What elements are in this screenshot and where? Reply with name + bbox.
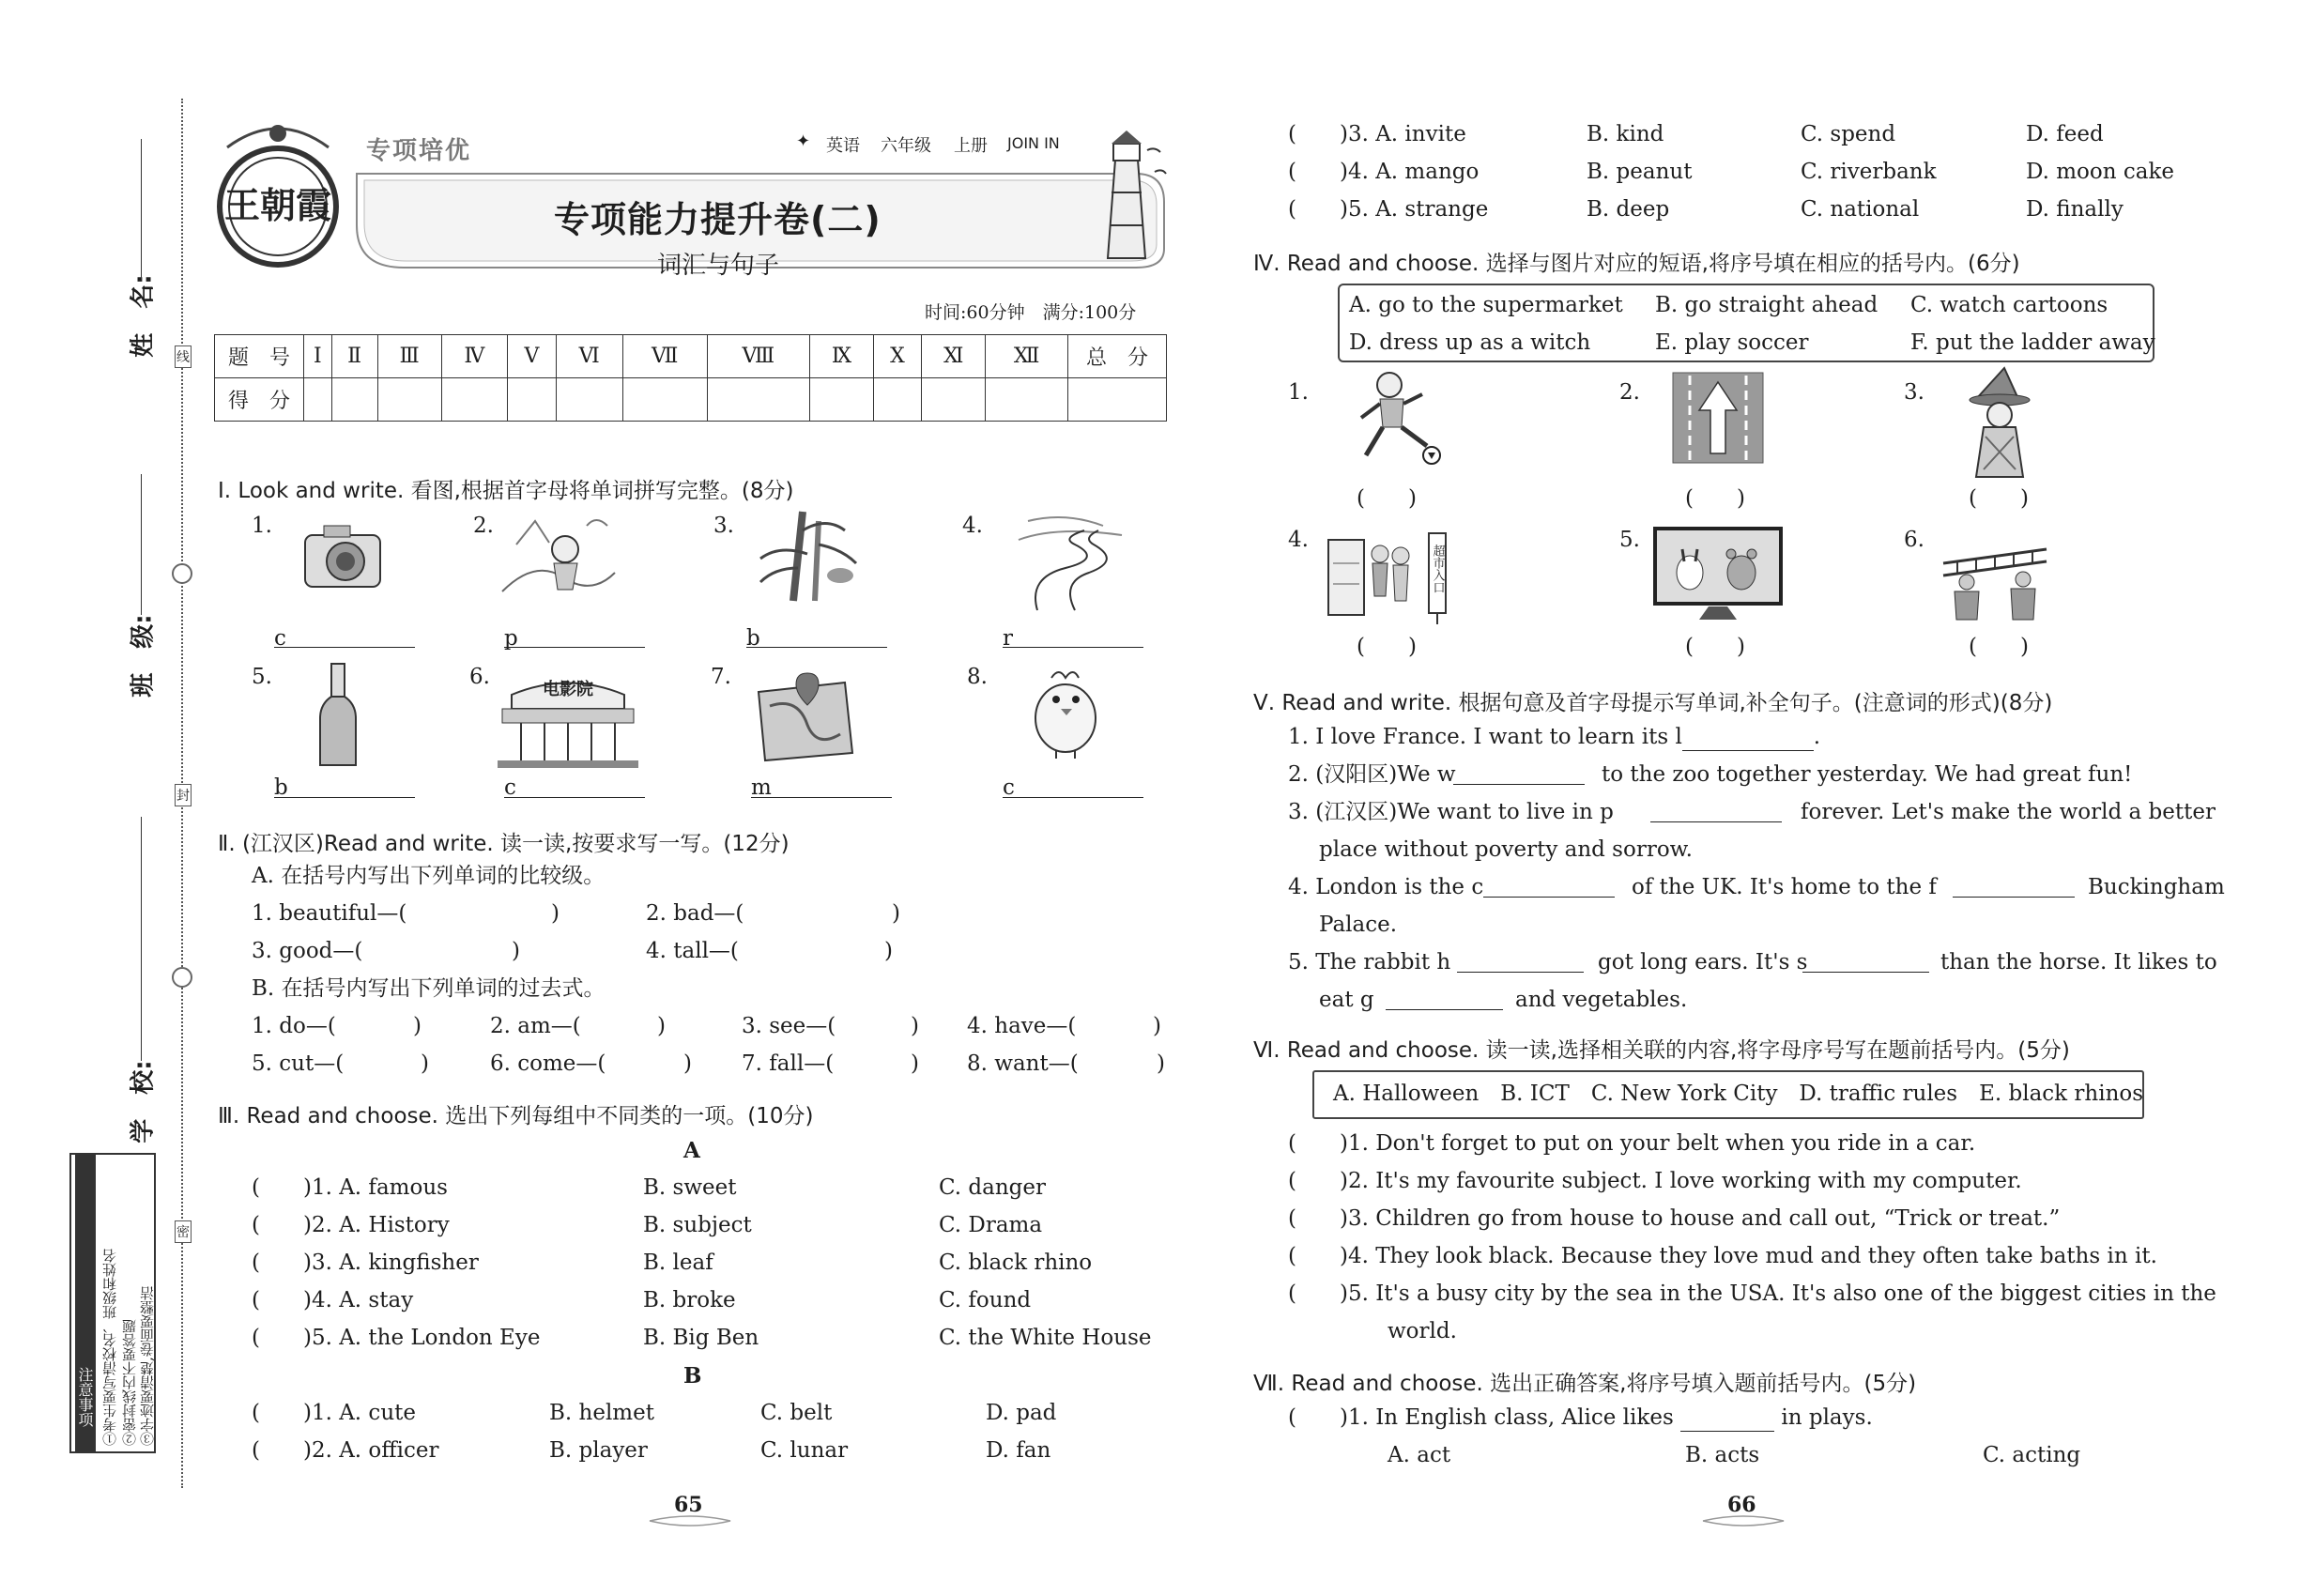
arrow-road-image <box>1671 371 1765 465</box>
sec3-a-5a: ( )5. A. the London Eye <box>252 1326 541 1350</box>
sec5-5a: 5. The rabbit h <box>1288 950 1451 974</box>
sec3-b-4a: ( )4. A. mango <box>1288 160 1480 184</box>
road-image <box>1009 502 1131 615</box>
sec3-a-1c: C. danger <box>939 1175 1046 1200</box>
col-9: Ⅸ <box>809 335 873 378</box>
sec1-item-4-num: 4. <box>962 514 983 538</box>
sec3-a-2a: ( )2. A. History <box>252 1213 450 1237</box>
sec6-item-2: ( )2. It's my favourite subject. I love working with my computer. <box>1288 1169 2022 1193</box>
sec3-b-2c: C. lunar <box>760 1438 849 1463</box>
sec5-5-blank-1[interactable] <box>1457 950 1584 973</box>
score-cell[interactable] <box>508 378 557 422</box>
sec2-b-6-close: ) <box>683 1051 692 1076</box>
sec5-5-blank-2[interactable] <box>1802 950 1929 973</box>
sec5-4-blank-1[interactable] <box>1483 875 1615 898</box>
sec3-b-3c: C. spend <box>1801 122 1896 146</box>
sec2-b-3: 3. see—( <box>742 1014 836 1038</box>
witch-image <box>1957 366 2042 483</box>
score-table-header-row <box>215 335 1167 378</box>
sec3-a-3a: ( )3. A. kingfisher <box>252 1251 479 1275</box>
sec6-item-5: ( )5. It's a busy city by the sea in the USA. It's also one of the biggest cities in the <box>1288 1281 2216 1306</box>
sec3-a-4a: ( )4. A. stay <box>252 1288 414 1312</box>
sec4-opt-e: E. play soccer <box>1655 330 1809 355</box>
score-table-score-row <box>215 378 1167 422</box>
chick-image <box>1023 657 1108 760</box>
bottle-image <box>314 662 361 770</box>
sec2-b-5-close: ) <box>421 1051 429 1076</box>
col-3: Ⅲ <box>377 335 441 378</box>
sec5-4-blank-2[interactable] <box>1953 875 2075 898</box>
sec4-item-4-num: 4. <box>1288 528 1309 552</box>
lighthouse-icon <box>1080 127 1173 268</box>
col-8: Ⅷ <box>707 335 809 378</box>
score-cell[interactable] <box>441 378 507 422</box>
sec1-item-3-blank[interactable] <box>746 627 887 648</box>
sec7-q1-blank[interactable] <box>1680 1411 1774 1432</box>
sec5-2b: to the zoo together yesterday. We had great fun! <box>1602 762 2133 787</box>
sec5-3c: place without poverty and sorrow. <box>1319 837 1693 862</box>
sec1-item-8-letter: c <box>1003 775 1015 800</box>
cinema-sign: 电影院 <box>543 680 593 699</box>
seal-mark-1: 线 <box>175 345 192 368</box>
sec2-b-8-close: ) <box>1157 1051 1165 1076</box>
sec5-3-blank[interactable] <box>1650 800 1782 822</box>
sec5-1a: 1. I love France. I want to learn its l <box>1288 725 1682 749</box>
meta-edition: JOIN IN <box>1007 134 1060 152</box>
sec3-group-a: A <box>683 1138 700 1163</box>
sec3-b-2d: D. fan <box>986 1438 1051 1463</box>
col-6: Ⅵ <box>556 335 622 378</box>
sec1-item-6-num: 6. <box>469 665 490 689</box>
sec1-item-6-blank[interactable] <box>504 777 645 798</box>
seal-mark-2: 封 <box>175 784 192 806</box>
class-line <box>141 474 142 615</box>
sec3-a-3b: B. leaf <box>643 1251 713 1275</box>
sec1-item-1-num: 1. <box>252 514 272 538</box>
time-score: 时间:60分钟 满分:100分 <box>925 302 1137 323</box>
page-ornament-left <box>648 1513 732 1528</box>
note-3: ③字迹要清楚,卷面要整洁 <box>139 1286 156 1446</box>
sec1-item-1-letter: c <box>274 626 286 651</box>
col-10: Ⅹ <box>873 335 921 378</box>
sec4-item-5-num: 5. <box>1619 528 1640 552</box>
score-cell[interactable] <box>556 378 622 422</box>
col-1: Ⅰ <box>304 335 332 378</box>
brand-name: 王朝霞 <box>223 184 332 226</box>
col-12: Ⅻ <box>986 335 1068 378</box>
sec5-1b: . <box>1813 725 1821 749</box>
supermarket-image <box>1324 526 1460 629</box>
sec3-a-2b: B. subject <box>643 1213 752 1237</box>
sec1-item-5-num: 5. <box>252 665 272 689</box>
score-cell[interactable] <box>809 378 873 422</box>
sec2-a-4-close: ) <box>884 939 893 963</box>
class-label: 班 级: <box>129 614 158 698</box>
sec4-item-1-num: 1. <box>1288 380 1309 405</box>
sec1-item-6-letter: c <box>504 775 516 800</box>
sec3-a-4c: C. found <box>939 1288 1032 1312</box>
sec2-b-5: 5. cut—( <box>252 1051 345 1076</box>
sec1-item-1-blank[interactable] <box>274 627 415 648</box>
sec2-a-2: 2. bad—( <box>646 901 744 926</box>
sec5-heading: Ⅴ. Read and write. 根据句意及首字母提示写单词,补全句子。(注意词的形式)(8分) <box>1253 691 2053 715</box>
sec3-a-1a: ( )1. A. famous <box>252 1175 448 1200</box>
score-label: 得 分 <box>215 378 304 422</box>
sec5-4c: Buckingham <box>2088 875 2225 899</box>
sec2-a-3-close: ) <box>512 939 520 963</box>
sec2-b-7: 7. fall—( <box>742 1051 835 1076</box>
sec5-5-blank-3[interactable] <box>1386 988 1503 1010</box>
sec4-item-3-bracket[interactable]: ( ) <box>1969 486 2029 511</box>
sec6-item-1: ( )1. Don't forget to put on your belt when you ride in a car. <box>1288 1131 1976 1156</box>
sec2-a-4: 4. tall—( <box>646 939 739 963</box>
sec3-group-b: B <box>683 1363 702 1389</box>
page-number-65: 65 <box>674 1493 703 1517</box>
sec2-b-2-close: ) <box>657 1014 666 1038</box>
sec6-item-4: ( )4. They look black. Because they love mud and they often take baths in it. <box>1288 1244 2157 1268</box>
sec1-item-8-num: 8. <box>967 665 988 689</box>
sec3-b-5d: D. finally <box>2026 197 2124 222</box>
brand-logo <box>208 115 347 269</box>
sec3-a-2c: C. Drama <box>939 1213 1043 1237</box>
sec2-b-6: 6. come—( <box>490 1051 606 1076</box>
sec1-item-7-letter: m <box>751 775 772 800</box>
sec4-item-5-bracket[interactable]: ( ) <box>1685 635 1745 659</box>
seal-mark-3: 密 <box>175 1220 192 1243</box>
cinema-image <box>493 667 643 770</box>
sec2-b-3-close: ) <box>911 1014 919 1038</box>
bamboo-image <box>751 502 873 606</box>
sec2-b-2: 2. am—( <box>490 1014 581 1038</box>
sec1-heading: Ⅰ. Look and write. 看图,根据首字母将单词拼写完整。(8分) <box>218 479 794 503</box>
sec7-q1 <box>1288 1405 1873 1432</box>
sec5-4a: 4. London is the c <box>1288 875 1484 899</box>
sec5-5d: eat g <box>1319 988 1374 1012</box>
sec3-a-3c: C. black rhino <box>939 1251 1093 1275</box>
sec5-line-1 <box>1288 725 1820 751</box>
score-cell[interactable] <box>622 378 707 422</box>
star-icon: ✦ <box>796 131 811 151</box>
sec2-b-8: 8. want—( <box>967 1051 1079 1076</box>
page-number-66: 66 <box>1727 1493 1756 1517</box>
score-table <box>214 334 1167 422</box>
sec5-4d: Palace. <box>1319 913 1398 937</box>
sec2-a-2-close: ) <box>892 901 900 926</box>
camera-image <box>300 521 385 591</box>
sec5-2a: 2. (汉阳区)We w <box>1288 762 1456 787</box>
score-cell[interactable] <box>377 378 441 422</box>
sec3-a-5b: B. Big Ben <box>643 1326 759 1350</box>
sec4-opt-c: C. watch cartoons <box>1910 293 2108 317</box>
sec2-b-instr: B. 在括号内写出下列单词的过去式。 <box>252 976 606 1001</box>
sec5-5e: and vegetables. <box>1515 988 1688 1012</box>
sec2-b-4: 4. have—( <box>967 1014 1077 1038</box>
sec3-b-3b: B. kind <box>1587 122 1664 146</box>
sec2-a-instr: A. 在括号内写出下列单词的比较级。 <box>252 864 606 888</box>
sec1-item-7-num: 7. <box>711 665 731 689</box>
page-title: 专项能力提升卷(二) <box>554 199 882 240</box>
sec7-opt-b: B. acts <box>1685 1443 1760 1467</box>
total-label: 总 分 <box>1068 335 1167 378</box>
sec6-item-3: ( )3. Children go from house to house and call out, “Trick or treat.” <box>1288 1206 2061 1231</box>
sec1-item-4-blank[interactable] <box>1003 627 1143 648</box>
sec3-b-4d: D. moon cake <box>2026 160 2175 184</box>
name-line <box>141 139 142 280</box>
note-2: ②密封线内不要答题 <box>121 1319 138 1446</box>
sec3-b-1d: D. pad <box>986 1401 1057 1425</box>
note-1: ①考生要写清校名、班级和姓名 <box>101 1249 118 1446</box>
sec1-item-3-letter: b <box>746 626 760 651</box>
sec3-a-1b: B. sweet <box>643 1175 737 1200</box>
sec5-4b: of the UK. It's home to the f <box>1632 875 1937 899</box>
page-subtitle: 词汇与句子 <box>657 252 780 280</box>
sec7-heading: Ⅶ. Read and choose. 选出正确答案,将序号填入题前括号内。(5分) <box>1253 1372 1917 1396</box>
person-image <box>498 507 620 596</box>
sec7-opt-c: C. acting <box>1983 1443 2081 1467</box>
sec2-b-7-close: ) <box>911 1051 919 1076</box>
seal-circle-1 <box>172 563 192 584</box>
sec3-a-4b: B. broke <box>643 1288 736 1312</box>
supermarket-sign: 超市入口 <box>1430 545 1445 593</box>
sec6-item-5-cont: world. <box>1388 1319 1457 1343</box>
score-cell[interactable] <box>873 378 921 422</box>
sec3-b-1c: C. belt <box>760 1401 833 1425</box>
header-label: 题 号 <box>215 335 304 378</box>
meta-grade: 六年级 <box>881 136 931 156</box>
sec4-item-4-bracket[interactable]: ( ) <box>1357 635 1417 659</box>
sec3-b-1a: ( )1. A. cute <box>252 1401 416 1425</box>
school-label: 学 校: <box>129 1060 158 1143</box>
sec1-item-2-num: 2. <box>473 514 494 538</box>
sec2-a-1-close: ) <box>551 901 560 926</box>
name-label: 姓 名: <box>129 274 158 358</box>
tv-cartoon-image <box>1652 526 1784 624</box>
score-cell[interactable] <box>707 378 809 422</box>
score-cell[interactable] <box>922 378 986 422</box>
sec4-opt-f: F. put the ladder away <box>1910 330 2155 355</box>
sec4-opt-a: A. go to the supermarket <box>1349 293 1623 317</box>
sec3-b-5b: B. deep <box>1587 197 1670 222</box>
col-7: Ⅶ <box>622 335 707 378</box>
ladder-image <box>1934 540 2056 624</box>
sec2-b-4-close: ) <box>1153 1014 1161 1038</box>
sec4-item-2-num: 2. <box>1619 380 1640 405</box>
sec2-a-1: 1. beautiful—( <box>252 901 407 926</box>
sec1-item-5-blank[interactable] <box>274 777 415 798</box>
sec4-heading: Ⅳ. Read and choose. 选择与图片对应的短语,将序号填在相应的括号内。(6分) <box>1253 252 2020 276</box>
sec4-item-6-bracket[interactable]: ( ) <box>1969 635 2029 659</box>
notes-box <box>69 1153 156 1453</box>
score-cell[interactable] <box>304 378 332 422</box>
sec3-heading: Ⅲ. Read and choose. 选出下列每组中不同类的一项。(10分) <box>218 1104 814 1128</box>
soccer-image <box>1338 366 1450 474</box>
sec2-b-1: 1. do—( <box>252 1014 336 1038</box>
notes-title: 注意事项 <box>75 1155 96 1451</box>
sec3-b-4b: B. peanut <box>1587 160 1693 184</box>
sec3-b-1b: B. helmet <box>549 1401 654 1425</box>
sec1-item-7-blank[interactable] <box>751 777 892 798</box>
sec3-b-4c: C. riverbank <box>1801 160 1937 184</box>
sec4-opt-b: B. go straight ahead <box>1655 293 1878 317</box>
sec5-3a: 3. (江汉区)We want to live in p <box>1288 800 1614 824</box>
sec6-options: A. Halloween B. ICT C. New York City D. traffic rules E. black rhinos <box>1333 1082 2144 1106</box>
sec4-item-2-bracket[interactable]: ( ) <box>1685 486 1745 511</box>
sec3-b-2b: B. player <box>549 1438 648 1463</box>
score-cell[interactable] <box>331 378 377 422</box>
sec5-3b: forever. Let's make the world a better <box>1801 800 2216 824</box>
col-11: Ⅺ <box>922 335 986 378</box>
sec2-a-3: 3. good—( <box>252 939 363 963</box>
sec4-item-3-num: 3. <box>1904 380 1924 405</box>
score-cell[interactable] <box>986 378 1068 422</box>
page-ornament-right <box>1701 1513 1786 1528</box>
map-image <box>751 668 859 767</box>
col-4: Ⅳ <box>441 335 507 378</box>
sec2-b-1-close: ) <box>413 1014 422 1038</box>
sec5-5b: got long ears. It's s <box>1598 950 1808 974</box>
sec6-heading: Ⅵ. Read and choose. 读一读,选择相关联的内容,将字母序号写在题前括号内。(5分) <box>1253 1038 2070 1063</box>
sec3-b-2a: ( )2. A. officer <box>252 1438 439 1463</box>
sec1-item-3-num: 3. <box>713 514 734 538</box>
sec3-b-5c: C. national <box>1801 197 1920 222</box>
sec1-item-8-blank[interactable] <box>1003 777 1143 798</box>
sec3-b-3d: D. feed <box>2026 122 2104 146</box>
sec1-item-5-letter: b <box>274 775 288 800</box>
sec4-item-1-bracket[interactable]: ( ) <box>1357 486 1417 511</box>
sec4-opt-d: D. dress up as a witch <box>1349 330 1591 355</box>
sec7-opt-a: A. act <box>1388 1443 1451 1467</box>
sec7-q1-text: ( )1. In English class, Alice likes <box>1288 1405 1674 1430</box>
sec4-item-6-num: 6. <box>1904 528 1924 552</box>
sec1-item-2-blank[interactable] <box>504 627 645 648</box>
sec1-item-4-letter: r <box>1003 626 1013 651</box>
score-cell[interactable] <box>1068 378 1167 422</box>
school-line <box>141 817 142 1061</box>
col-5: Ⅴ <box>508 335 557 378</box>
sec3-b-3a: ( )3. A. invite <box>1288 122 1466 146</box>
series-tab: 专项培优 <box>366 137 472 165</box>
sec3-a-5c: C. the White House <box>939 1326 1152 1350</box>
sec5-1-blank[interactable] <box>1682 730 1814 751</box>
meta-term: 上册 <box>954 136 988 156</box>
sec2-heading: Ⅱ. (江汉区)Read and write. 读一读,按要求写一写。(12分) <box>218 832 790 856</box>
meta-subject: 英语 <box>826 136 860 156</box>
col-2: Ⅱ <box>331 335 377 378</box>
seal-circle-2 <box>172 967 192 988</box>
sec3-b-5a: ( )5. A. strange <box>1288 197 1489 222</box>
sec5-2-blank[interactable] <box>1453 762 1585 785</box>
sec1-item-2-letter: p <box>504 626 518 651</box>
sec5-5c: than the horse. It likes to <box>1940 950 2217 974</box>
sec7-q1-end: in plays. <box>1781 1405 1873 1430</box>
